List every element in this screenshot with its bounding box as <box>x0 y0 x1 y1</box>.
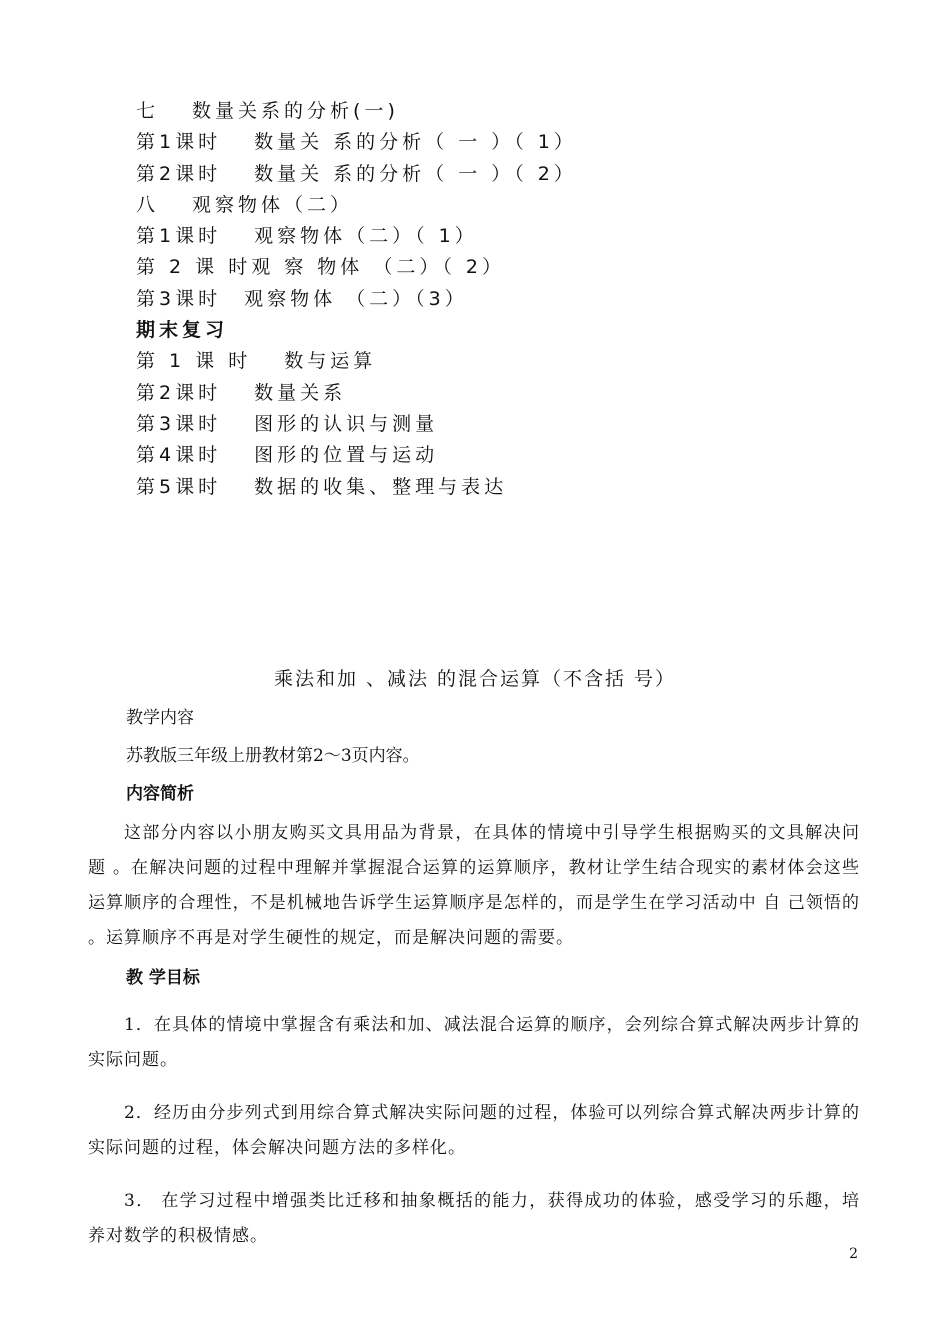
goal-item: 1．在具体的情境中掌握含有乘法和加、减法混合运算的顺序，会列综合算式解决两步计算的实际问题。 <box>88 1015 860 1070</box>
toc-item: 第4课时 图形的位置与运动 <box>136 444 439 467</box>
analysis-paragraph: 这部分内容以小朋友购买文具用品为背景，在具体的情境中引导学生根据购买的文具解决问题 。在解决问题的过程中理解并掌握混合运算的运算顺序，教材让学生结合现实的素材体会这些运算顺序的合理性，不是机械地告诉学生运算顺序是怎样的，而是学生在学习活动中 自 己领悟的 。运算顺序不再是对学生硬性的规定，而是解决问题的需要。 <box>88 823 860 948</box>
toc-item: 第1课时 数量关 系的分析（ 一 ）（ 1） <box>136 131 577 154</box>
table-of-contents <box>136 96 577 503</box>
page-number: 2 <box>849 1246 858 1262</box>
content-text: 苏教版三年级上册教材第2～3页内容。 <box>126 746 420 766</box>
toc-item: 第 1 课 时 数与运算 <box>136 350 377 373</box>
lesson-body <box>88 706 860 1254</box>
toc-final-review: 期末复习 <box>136 319 229 342</box>
toc-item: 第 2 课 时观 察 物体 （二）（ 2） <box>136 256 505 279</box>
goal-item: 3． 在学习过程中增强类比迁移和抽象概括的能力，获得成功的体验，感受学习的乐趣，培养对数学的积极情感。 <box>88 1191 860 1246</box>
toc-item: 第3课时 观察物体 （二）（3） <box>136 287 468 310</box>
analysis-heading: 内容简析 <box>126 784 194 804</box>
content-heading: 教学内容 <box>126 708 194 728</box>
toc-item: 第3课时 图形的认识与测量 <box>136 412 439 435</box>
lesson-title: 乘法和加 、减法 的混合运算（不含括 号） <box>273 668 677 690</box>
goals-heading: 教 学目标 <box>126 968 200 988</box>
goal-item: 2．经历由分步列式到用综合算式解决实际问题的过程，体验可以列综合算式解决两步计算的实际问题的过程，体会解决问题方法的多样化。 <box>88 1103 860 1158</box>
toc-item: 第2课时 数量关系 <box>136 381 347 404</box>
toc-unit-7: 七 数量关系的分析(一) <box>136 100 399 122</box>
toc-unit-8: 八 观察物体（二） <box>136 193 354 216</box>
toc-item: 第5课时 数据的收集、整理与表达 <box>136 475 508 498</box>
toc-item: 第2课时 数量关 系的分析（ 一 ）（ 2） <box>136 162 577 185</box>
toc-item: 第1课时 观察物体（二）（ 1） <box>136 225 478 248</box>
